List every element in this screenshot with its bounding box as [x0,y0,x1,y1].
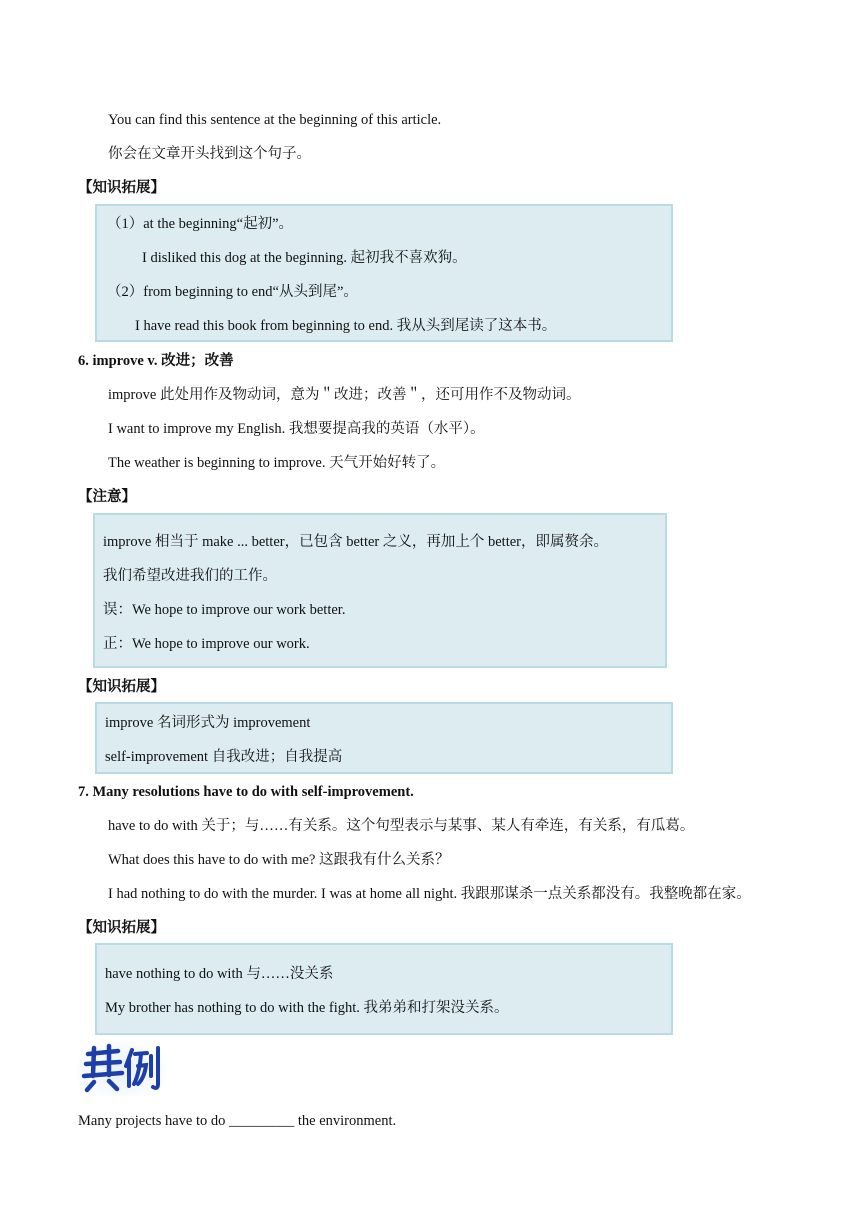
section-7-line: I had nothing to do with the murder. I was at home all night. 我跟那谋杀一点关系都没有。我整晚都在家。 [108,886,751,902]
knowledge-extension-heading: 【知识拓展】 [78,920,165,936]
section-6-line: I want to improve my English. 我想要提高我的英语（水平）。 [108,421,485,437]
example-logo-icon [78,1040,166,1096]
ext-line: （1）at the beginning“起初”。 [107,216,294,232]
section-6-line: The weather is beginning to improve. 天气开始好转了。 [108,455,446,471]
ext-line: I disliked this dog at the beginning. 起初我不喜欢狗。 [142,250,467,266]
section-7-title: 7. Many resolutions have to do with self-improvement. [78,784,414,800]
ext-line: I have read this book from beginning to end. 我从头到尾读了这本书。 [135,318,557,334]
knowledge-extension-heading: 【知识拓展】 [78,180,165,196]
note-line: 误：We hope to improve our work better. [103,602,346,618]
ext-line: have nothing to do with 与……没关系 [105,966,334,982]
note-line: 正：We hope to improve our work. [103,636,310,652]
intro-english: You can find this sentence at the beginning of this article. [108,112,442,128]
note-line: 我们希望改进我们的工作。 [103,568,277,584]
knowledge-extension-heading: 【知识拓展】 [78,679,165,695]
ext-line: （2）from beginning to end“从头到尾”。 [107,284,358,300]
section-6-title: 6. improve v. 改进；改善 [78,353,234,369]
section-6-line: improve 此处用作及物动词，意为＂改进；改善＂，还可用作不及物动词。 [108,387,581,403]
ext-line: My brother has nothing to do with the fight. 我弟弟和打架没关系。 [105,1000,509,1016]
knowledge-extension-box [95,943,673,1035]
note-box [93,513,667,668]
ext-line: improve 名词形式为 improvement [105,715,311,731]
ext-line: self-improvement 自我改进；自我提高 [105,749,343,765]
intro-chinese: 你会在文章开头找到这个句子。 [108,146,311,162]
section-7-line: What does this have to do with me? 这跟我有什么关系？ [108,852,450,868]
section-7-line: have to do with 关于；与……有关系。这个句型表示与某事、某人有牵连，有关系，有瓜葛。 [108,818,695,834]
knowledge-extension-box [95,702,673,774]
note-line: improve 相当于 make ... better，已包含 better 之义，再加上个 better，即属赘余。 [103,534,608,550]
knowledge-extension-box [95,204,673,342]
example-question: Many projects have to do _________ the environment. [78,1113,397,1129]
note-heading: 【注意】 [78,489,136,505]
